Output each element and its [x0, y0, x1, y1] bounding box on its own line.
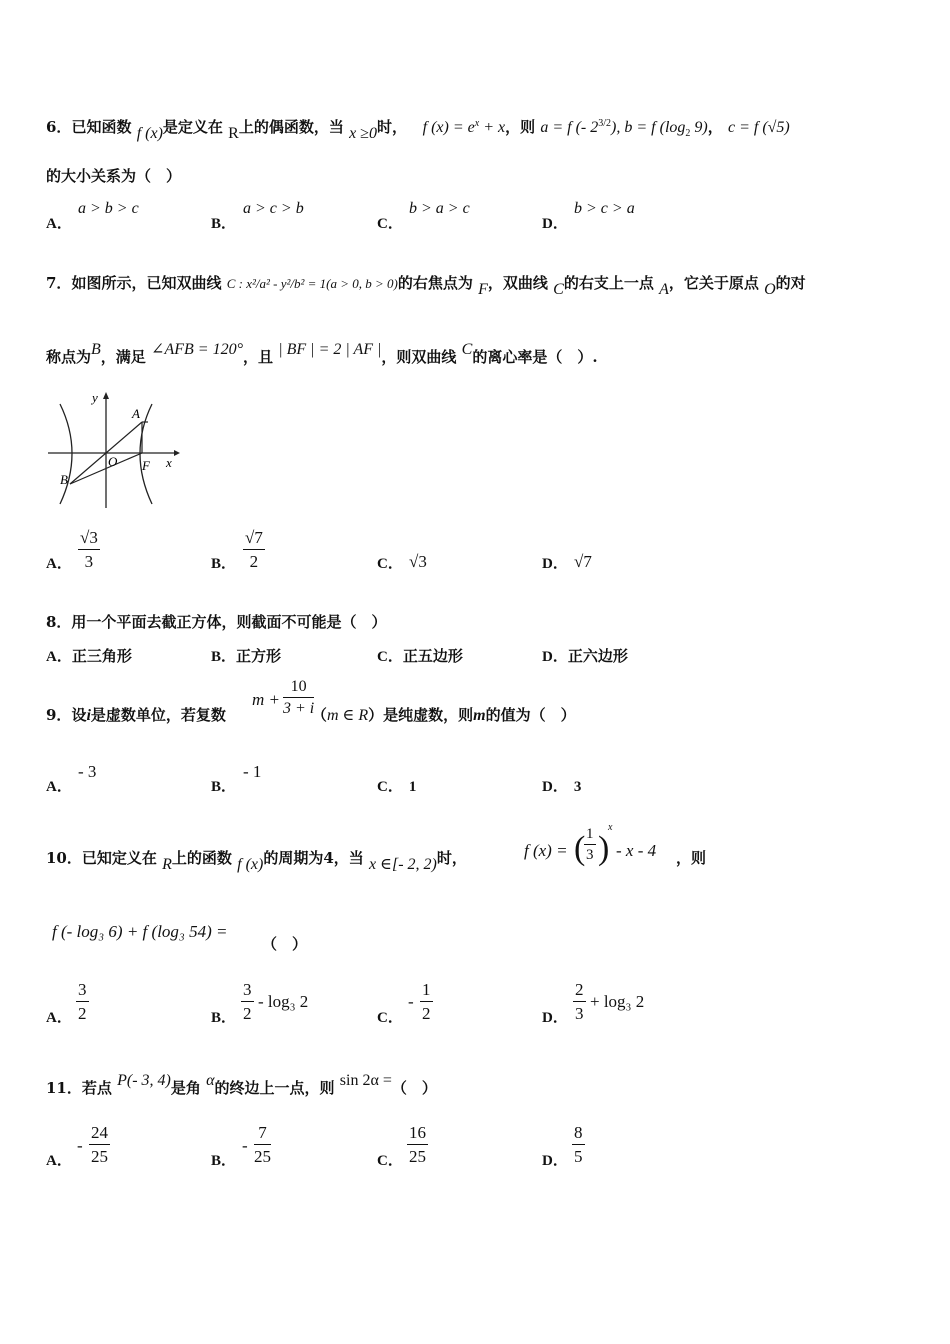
q9-option-d[interactable] [542, 775, 581, 796]
q10-rest: - x - 4 [616, 841, 657, 860]
q11-option-a-label: A． [46, 1153, 72, 1169]
q11-option-b-prefix: - [242, 1136, 248, 1155]
q11-text: （ ） [391, 1079, 437, 1097]
fraction-denominator: 25 [409, 1147, 426, 1166]
q6-option-b-value: a > c > b [243, 200, 304, 217]
question-7-stem [46, 272, 806, 298]
fraction-denominator: 25 [254, 1147, 271, 1166]
q10-option-c[interactable] [377, 1006, 403, 1027]
label-y: y [92, 390, 98, 405]
q6-option-d[interactable] [542, 212, 568, 233]
q10-right-paren: ) [598, 830, 610, 867]
q10-option-c-fraction [420, 980, 433, 1024]
q11-option-d-label: D． [542, 1153, 568, 1169]
q10-option-c-prefix: - [408, 992, 414, 1011]
q6-cond: x ≥0 [349, 125, 377, 142]
q6-text: 已知函数 [71, 118, 132, 136]
fraction-denominator: 3 + i [283, 700, 315, 717]
q11-option-c-fraction [407, 1123, 428, 1167]
q9-text: 设 [71, 706, 87, 724]
q7-option-c-label: C． [377, 556, 403, 572]
q7-text: 的右焦点为 [397, 274, 473, 292]
q7-C: C [553, 281, 564, 298]
q9-option-d-label: D． [542, 779, 568, 795]
q7-option-b-label: B． [211, 556, 237, 572]
q9-option-b[interactable] [211, 775, 236, 796]
q10-base-fraction [584, 826, 596, 864]
q10-text: 上的函数 [171, 849, 232, 867]
q6-option-a-label: A． [46, 216, 72, 232]
fraction-numerator: 1 [584, 826, 596, 845]
q9-option-d-value: 3 [573, 779, 582, 795]
q9-option-a-value: - 3 [78, 762, 97, 781]
label-x: x [166, 455, 172, 470]
q6-text: 时， [376, 118, 407, 136]
q10-text: 的周期为4，当 [263, 849, 364, 867]
q10-option-a[interactable] [46, 1006, 72, 1027]
q6-def-plus: + x [479, 119, 506, 136]
q6-b-end: 9) [690, 119, 708, 136]
question-6-stem [46, 116, 790, 142]
q8-option-b-label: B． [211, 649, 237, 665]
q9-text: ）是纯虚数，则 [368, 706, 474, 724]
q10-text: ，则 [676, 849, 707, 867]
q11-option-a-fraction [89, 1123, 110, 1167]
q7-B: B [91, 341, 101, 358]
q7-option-b-fraction [243, 528, 265, 572]
q9-option-a[interactable] [46, 775, 72, 796]
q9-text: 的值为（ ） [485, 706, 576, 724]
label-O: O [108, 454, 118, 469]
q8-option-d-label: D． [542, 649, 568, 665]
q7-option-b[interactable] [211, 552, 236, 573]
fraction-numerator: √7 [243, 528, 265, 550]
q10-option-b[interactable] [211, 1006, 236, 1027]
q10-paren: （ ） [262, 935, 308, 953]
q9-option-a-label: A． [46, 779, 72, 795]
q10-option-a-fraction [76, 980, 89, 1024]
q11-number: 11． [46, 1079, 82, 1097]
fraction-denominator: 3 [575, 1004, 584, 1023]
q10-option-b-suffix: - log₃ 2 [258, 992, 309, 1011]
q11-option-c[interactable] [377, 1149, 403, 1170]
q6-option-d-value: b > c > a [574, 200, 635, 217]
q6-b: , b = f (log [616, 119, 686, 136]
q9-expr-m: m + [252, 690, 280, 709]
q10-option-b-fraction [241, 980, 254, 1024]
q7-F: F [478, 281, 488, 298]
q7-option-c-value: √3 [409, 552, 427, 571]
q10-cond: x ∈[- 2, 2) [369, 856, 437, 873]
q10-option-b-label: B． [211, 1010, 237, 1026]
question-7-line2 [46, 341, 598, 367]
q9-option-c-value: 1 [408, 779, 417, 795]
q8-option-c-label: C． [377, 649, 403, 665]
fraction-numerator: √3 [78, 528, 100, 550]
q7-option-a-label: A． [46, 556, 72, 572]
q10-left-paren: ( [574, 830, 586, 867]
q7-option-a[interactable] [46, 552, 72, 573]
q8-option-a-value: 正三角形 [71, 647, 132, 665]
q8-option-d-value: 正六边形 [567, 647, 628, 665]
fraction-numerator: 10 [283, 678, 314, 698]
q6-option-b-label: B． [211, 216, 237, 232]
q11-option-b-label: B． [211, 1153, 237, 1169]
q7-text: ，它关于原点 [668, 274, 759, 292]
q11-option-a-prefix: - [77, 1136, 83, 1155]
q10-R: R [162, 856, 172, 873]
q7-text: ，且 [242, 348, 273, 366]
q10-text: 已知定义在 [81, 849, 157, 867]
q11-option-d[interactable] [542, 1149, 568, 1170]
q11-text: 若点 [81, 1079, 112, 1097]
fraction-numerator: 3 [241, 980, 254, 1002]
fraction-denominator: 2 [243, 1004, 252, 1023]
q7-angle: ∠AFB = 120° [151, 341, 243, 358]
q6-a: a = f (- 2 [540, 119, 599, 136]
q9-option-b-label: B． [211, 779, 237, 795]
fraction-numerator: 24 [89, 1123, 110, 1145]
question-10-stem [46, 847, 467, 873]
y-axis-arrow [103, 392, 109, 399]
q7-option-d[interactable] [542, 552, 568, 573]
q11-option-b-fraction [254, 1123, 271, 1167]
q8-option-d[interactable] [542, 645, 628, 666]
q10-number: 10． [46, 849, 82, 867]
q7-text: 的离心率是（ ）. [472, 348, 598, 366]
q8-option-c-value: 正五边形 [402, 647, 463, 665]
label-A: A [132, 406, 140, 421]
q8-option-b-value: 正方形 [236, 647, 282, 665]
q6-def: f (x) = e [422, 119, 475, 136]
fraction-numerator: 2 [573, 980, 586, 1002]
q8-option-a-label: A． [46, 649, 72, 665]
q7-text: 的对 [775, 274, 806, 292]
q10-option-c-label: C． [377, 1010, 403, 1026]
q7-option-d-label: D． [542, 556, 568, 572]
q7-A: A [659, 281, 669, 298]
q10-exponent: x [608, 822, 613, 833]
q9-i: i [86, 707, 91, 724]
q10-option-d[interactable] [542, 1006, 568, 1027]
hyperbola-left-branch [60, 404, 72, 504]
q9-expr-fraction [283, 678, 314, 718]
q10-option-d-fraction [573, 980, 586, 1024]
q9-number: 9． [46, 706, 72, 724]
q6-a-exp: 3/2 [598, 118, 612, 129]
q9-option-b-value: - 1 [243, 762, 262, 781]
q11-expression: sin 2α = [339, 1072, 392, 1089]
fraction-denominator: 2 [422, 1004, 431, 1023]
fraction-denominator: 2 [78, 1004, 87, 1023]
q6-number: 6． [46, 118, 72, 136]
q6-b-sub: 2 [685, 128, 691, 139]
fraction-numerator: 8 [572, 1123, 585, 1145]
fraction-denominator: 5 [574, 1147, 583, 1166]
q6-c: c = f (√5) [727, 119, 790, 136]
q6-text: ，则 [505, 118, 536, 136]
q6-option-d-label: D． [542, 216, 568, 232]
q9-option-c[interactable] [377, 775, 416, 796]
q11-text: 的终边上一点，则 [214, 1079, 335, 1097]
q8-option-c[interactable] [377, 645, 463, 666]
q10-text: 时， [436, 849, 467, 867]
q9-text: （ [311, 706, 327, 724]
q7-condition: | BF | = 2 | AF | [278, 341, 382, 358]
q6-text: 是定义在 [162, 118, 223, 136]
q11-text: 是角 [170, 1079, 201, 1097]
q7-text: ，满足 [100, 348, 146, 366]
q7-option-d-value: √7 [574, 552, 592, 571]
q9-text: 是虚数单位，若复数 [90, 706, 226, 724]
q7-C: C [461, 341, 473, 358]
q7-O: O [764, 281, 776, 298]
q9-cond: m ∈ R [326, 707, 369, 724]
q6-option-c[interactable] [377, 212, 403, 233]
q9-m: m [473, 707, 486, 724]
hyperbola-right-branch [140, 404, 152, 504]
x-axis-arrow [174, 450, 180, 456]
q10-fx: f (x) [237, 856, 264, 873]
q7-equation: C : x²/a² - y²/b² = 1(a > 0, b > 0) [226, 276, 398, 291]
q11-option-c-label: C． [377, 1153, 403, 1169]
q11-alpha: α [206, 1072, 215, 1089]
q6-R: R [228, 125, 239, 142]
fraction-denominator: 3 [84, 552, 94, 571]
q9-option-c-label: C． [377, 779, 403, 795]
q10-expression: f (- log₃ 6) + f (log₃ 54) = [52, 922, 228, 941]
q11-option-d-fraction [572, 1123, 585, 1167]
q10-option-a-label: A． [46, 1010, 72, 1026]
q6-option-a-value: a > b > c [78, 200, 139, 217]
q10-option-d-label: D． [542, 1010, 568, 1026]
label-F: F [142, 458, 150, 473]
q6-option-b[interactable] [211, 212, 236, 233]
q8-option-b[interactable] [211, 645, 281, 666]
q6-text: ， [707, 118, 723, 136]
q7-option-a-fraction [78, 528, 100, 572]
q10-fdef: f (x) = [524, 841, 568, 860]
fraction-denominator: 2 [249, 552, 259, 571]
q6-def-exp: x [474, 118, 480, 129]
q6-option-c-label: C． [377, 216, 403, 232]
q6-fx: f (x) [136, 125, 163, 142]
q6-text: 上的偶函数，当 [238, 118, 344, 136]
question-6-line2: 的大小关系为（ ） [46, 167, 182, 185]
question-11-stem [46, 1072, 437, 1098]
fraction-numerator: 7 [254, 1123, 271, 1145]
fraction-numerator: 3 [76, 980, 89, 1002]
fraction-denominator: 25 [91, 1147, 108, 1166]
q7-number: 7． [46, 274, 72, 292]
q7-option-c[interactable] [377, 552, 403, 573]
q6-option-c-value: b > a > c [409, 200, 470, 217]
q7-text: 如图所示，已知双曲线 [71, 274, 222, 292]
q11-option-a[interactable] [46, 1149, 72, 1170]
question-8-stem: 8．用一个平面去截正方体，则截面不可能是（ ） [46, 613, 387, 631]
fraction-numerator: 1 [420, 980, 433, 1002]
label-B: B [60, 472, 68, 487]
q10-option-d-suffix: + log₃ 2 [590, 992, 645, 1011]
fraction-denominator: 3 [586, 847, 594, 863]
hyperbola-figure [44, 390, 184, 512]
q11-option-b[interactable] [211, 1149, 236, 1170]
fraction-numerator: 16 [407, 1123, 428, 1145]
q6-a-end: ) [611, 119, 617, 136]
q7-text: 的右支上一点 [563, 274, 654, 292]
q6-option-a[interactable] [46, 212, 72, 233]
q8-option-a[interactable] [46, 645, 132, 666]
q11-point: P(- 3, 4) [117, 1072, 171, 1089]
q7-text: ，双曲线 [487, 274, 548, 292]
q7-text: 称点为 [46, 348, 92, 366]
q7-text: ，则双曲线 [381, 348, 457, 366]
